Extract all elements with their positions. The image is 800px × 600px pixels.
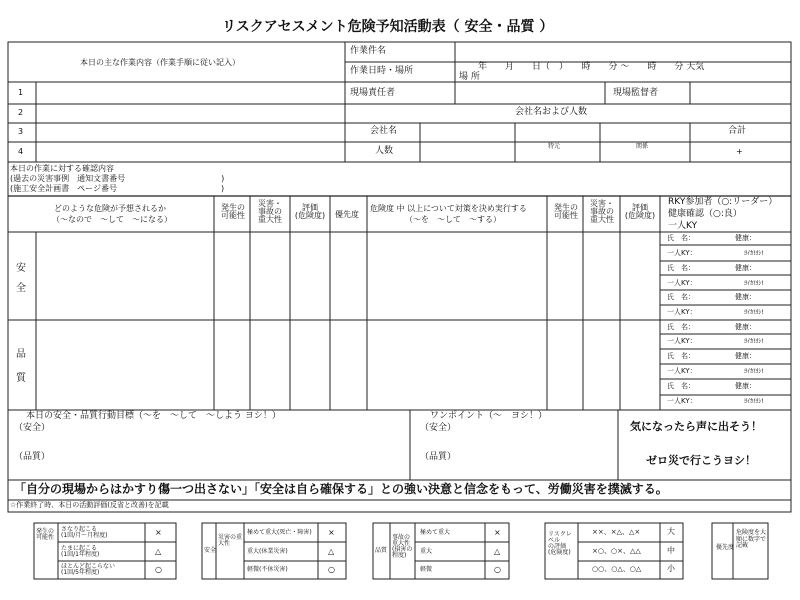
participant-yoshi: ﾖｲｶ!ﾖｼ!: [744, 398, 764, 405]
legend-prob-row: さなり起こる (1回/月～月程度): [61, 526, 108, 539]
participant-yoshi: ﾖｲｶ!ﾖｼ!: [744, 250, 764, 257]
onepoint-label: ワンポイント（～ ヨシ！）: [430, 411, 548, 421]
participant-yoshi: ﾖｲｶ!ﾖｼ!: [744, 309, 764, 316]
evaluation-header: 評価 (危険度): [294, 203, 326, 220]
step-number: 2: [18, 108, 24, 117]
probability-header: 発生の 可能性: [221, 203, 245, 220]
participant-health-label: 健康：: [735, 293, 756, 301]
legend-sev-row: 軽微(不休災害): [247, 566, 288, 573]
participant-yoshi: ﾖｲｶ!ﾖｼ!: [744, 280, 764, 287]
participant-ky-label: 一人KY：: [667, 367, 697, 375]
kanren-label: 関係: [636, 143, 649, 150]
legend-qsev-row: 重大: [420, 548, 433, 555]
confirm-disaster-ref: (過去の災害事例 通知文書番号 ): [10, 174, 225, 183]
step-field[interactable]: [37, 105, 344, 122]
participant-health-label: 健康：: [735, 382, 756, 390]
legend-qsev-mark: ○: [494, 565, 501, 574]
legend-prob-title: 発生の可能性: [36, 528, 55, 541]
people-label: 人数: [375, 146, 394, 156]
legend-eval-mark: 中: [667, 546, 675, 555]
legend-sev-row: 極めて重大(死亡・障害): [247, 529, 312, 536]
severity-header-2: 災害・ 事故の 重大性: [590, 199, 614, 224]
step-number: 3: [18, 127, 24, 136]
step-field[interactable]: [37, 124, 344, 141]
pledge-text: 「自分の現場からはかすり傷一つ出さない」「安全は自ら確保する」との強い決意と信念をもって、労働災害を撲滅する。: [14, 482, 668, 496]
legend-sev-mark: △: [328, 547, 335, 556]
legend-sev-row: 重大(休業災害): [247, 548, 288, 555]
participant-health-label: 健康：: [735, 264, 756, 272]
legend-eval-row: ×○、○×、△△: [592, 547, 641, 555]
job-name-field[interactable]: [456, 43, 790, 61]
step-field[interactable]: [37, 83, 344, 103]
confirm-plan-ref: (施工安全計画書 ページ番号 ): [10, 184, 225, 193]
legend-prio-title: 優先度: [716, 544, 735, 551]
rky-header: RKY参加者（○:リーダー）: [668, 197, 778, 207]
legend-prob-mark: △: [155, 547, 162, 556]
legend-prob-mark: ×: [155, 528, 162, 537]
slogan-speak-up: 気になったら声に出そう！: [630, 420, 762, 433]
quality-label: 品: [16, 349, 26, 360]
step-number: 1: [18, 88, 24, 97]
work-content-label: 本日の主な作業内容（作業手順に従い記入）: [80, 58, 240, 67]
plus-sign: +: [736, 147, 743, 156]
legend-eval-title: リスクレベル の評価 (危険度): [548, 531, 572, 556]
supervisor-field[interactable]: [691, 83, 790, 103]
legend-prob-row: たまに起こる (1回/1年程度): [61, 545, 100, 558]
target-field[interactable]: [9, 411, 409, 479]
step-field[interactable]: [37, 143, 344, 161]
participant-ky-label: 一人KY：: [667, 279, 697, 287]
place-label: 場 所: [459, 72, 480, 82]
footer-note: ☆作業終了時、本日の活動評価(反省と改善)を記載: [10, 501, 169, 509]
legend-eval-row: ○○、○△、○△: [592, 565, 642, 573]
onepoint-field[interactable]: [411, 411, 617, 479]
participant-name-label: 氏 名：: [667, 234, 695, 242]
slogan-zero-disaster: ゼロ災で行こうヨシ！: [646, 454, 756, 467]
work-content-field[interactable]: [9, 43, 344, 81]
priority-header: 優先度: [335, 210, 359, 219]
legend-safety-tag: 安全: [204, 547, 217, 554]
legend-sev-mark: ○: [328, 565, 335, 574]
legend-eval-mark: 大: [667, 527, 675, 536]
danger-header: どのような危険が予想されるか: [54, 204, 166, 213]
legend-qsev-row: 極めて重大: [420, 529, 451, 536]
target-safety-label: （安全）: [14, 423, 51, 433]
participant-health-label: 健康：: [735, 234, 756, 242]
participant-name-label: 氏 名：: [667, 323, 695, 331]
datetime-value[interactable]: 年 月 日（ ） 時 分 ～ 時 分 天気: [478, 62, 705, 72]
legend-eval-row: ××、×△、△×: [592, 528, 641, 536]
manager-field[interactable]: [456, 83, 604, 103]
quality-label: 質: [16, 373, 26, 384]
total-label: 合計: [728, 126, 747, 136]
safety-label: 全: [16, 283, 26, 294]
probability-header-2: 発生の 可能性: [554, 203, 578, 220]
manager-label: 現場責任者: [350, 88, 396, 98]
legend-quality-tag: 品質: [375, 547, 388, 554]
target-label: 本日の安全・品質行動目標（～を ～して ～しよう ヨシ！）: [26, 411, 281, 421]
participant-ky-label: 一人KY：: [667, 337, 697, 345]
company-people-label: 会社名および人数: [515, 107, 588, 117]
datetime-label: 作業日時・場所: [350, 66, 414, 76]
participant-name-label: 氏 名：: [667, 382, 695, 390]
legend-qsev-row: 軽微: [420, 566, 433, 573]
tokutei-label: 特元: [548, 143, 561, 150]
job-name-label: 作業件名: [350, 46, 387, 56]
measures-subheader: （～を ～して ～する）: [405, 215, 501, 224]
onepoint-safety-label: （安全）: [420, 423, 457, 433]
participant-name-label: 氏 名：: [667, 293, 695, 301]
legend-prob-row: ほとんど起こらない (1回/5年程度): [61, 563, 116, 576]
safety-label: 安: [16, 263, 26, 274]
step-number: 4: [18, 147, 24, 156]
participant-name-label: 氏 名：: [667, 352, 695, 360]
one-ky-header: 一人KY: [668, 221, 698, 231]
severity-header: 災害・ 事故の 重大性: [258, 199, 282, 224]
danger-subheader: （～なので ～して ～になる）: [52, 215, 172, 224]
legend-eval-mark: 小: [667, 564, 675, 573]
legend-qsev-mark: △: [494, 547, 501, 556]
participant-ky-label: 一人KY：: [667, 308, 697, 316]
participant-ky-label: 一人KY：: [667, 249, 697, 257]
onepoint-quality-label: （品質）: [420, 452, 457, 462]
participant-name-label: 氏 名：: [667, 264, 695, 272]
legend-qsev-mark: ×: [494, 528, 501, 537]
target-quality-label: （品質）: [14, 452, 51, 462]
participant-health-label: 健康：: [735, 352, 756, 360]
participant-ky-label: 一人KY：: [667, 397, 697, 405]
participant-yoshi: ﾖｲｶ!ﾖｼ!: [744, 338, 764, 345]
evaluation-header-2: 評価 (危険度): [624, 203, 656, 220]
legend-qsev-title: 事故の重大性 (損害の程度): [392, 534, 413, 559]
participant-yoshi: ﾖｲｶ!ﾖｼ!: [744, 368, 764, 375]
confirm-heading: 本日の作業に対する確認内容: [10, 164, 114, 173]
legend-sev-title: 災害の重大性: [218, 534, 243, 547]
form-title: リスクアセスメント危険予知活動表（ 安全・品質 ）: [222, 19, 554, 35]
company-label: 会社名: [370, 126, 398, 136]
legend-prio-note: 危険度を大順に数字で記載: [736, 529, 767, 550]
measures-header: 危険度 中 以上について対策を決め実行する: [370, 204, 527, 213]
legend-sev-mark: ×: [328, 528, 335, 537]
participant-health-label: 健康：: [735, 323, 756, 331]
legend-prob-mark: ○: [155, 565, 162, 574]
supervisor-label: 現場監督者: [613, 88, 659, 98]
health-header: 健康確認（○:良）: [668, 209, 742, 219]
